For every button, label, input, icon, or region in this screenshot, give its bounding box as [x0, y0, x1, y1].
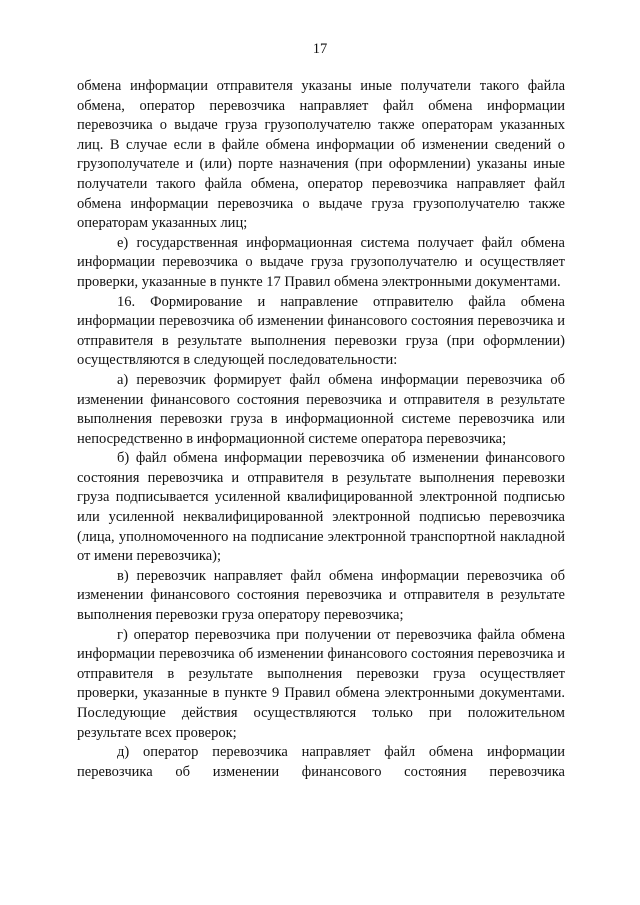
paragraph-item-d: д) оператор перевозчика направляет файл обмена информации перевозчика об изменении финансового состояния перевозчика — [77, 744, 565, 780]
paragraph-16: 16. Формирование и направление отправителю файла обмена информации перевозчика об изменении финансового состояния перевозчика и отправителя в результате выполнения перевозки груза (при оформлении) осуществляются в следующей последовательности: — [77, 293, 565, 369]
page-number: 17 — [312, 41, 328, 57]
body-text — [77, 77, 565, 782]
paragraph-item-b: б) файл обмена информации перевозчика об изменении финансового состояния перевозчика и отправителя в результате выполнения перевозки груза подписывается усиленной квалифицированной электронной подписью или усиленной неквалифицированной электронной подписью перевозчика (лица, уполномоченного на подписание электронной транспортной накладной от имени перевозчика); — [77, 450, 565, 565]
paragraph-item-a: а) перевозчик формирует файл обмена информации перевозчика об изменении финансового состояния перевозчика и отправителя в результате выполнения перевозки груза в информационной системе перевозчика или непосредственно в информационной системе оператора перевозчика; — [77, 371, 565, 447]
paragraph-continuation: обмена информации отправителя указаны иные получатели такого файла обмена, оператор перевозчика направляет файл обмена информации перевозчика о выдаче груза грузополучателю также операторам указанных лиц. В случае если в файле обмена информации об изменении сведений о грузополучателе и (или) порте назначения (при оформлении) указаны иные получатели такого файла обмена, оператор перевозчика направляет файл обмена информации перевозчика о выдаче груза грузополучателю также операторам указанных лиц; — [77, 78, 565, 232]
paragraph-item-e: е) государственная информационная система получает файл обмена информации перевозчика о выдаче груза грузополучателю и осуществляет проверки, указанные в пункте 17 Правил обмена электронными документами. — [77, 234, 565, 290]
paragraph-item-v: в) перевозчик направляет файл обмена информации перевозчика об изменении финансового состояния перевозчика и отправителя в результате выполнения перевозки груза оператору перевозчика; — [77, 567, 565, 624]
paragraph-item-g: г) оператор перевозчика при получении от перевозчика файла обмена информации перевозчика об изменении финансового состояния перевозчика и отправителя в результате выполнения перевозки груза осуществляет проверки, указанные в пункте 9 Правил обмена электронными документами. Последующие действия осуществляются только при положительном результате всех проверок; — [77, 626, 565, 741]
